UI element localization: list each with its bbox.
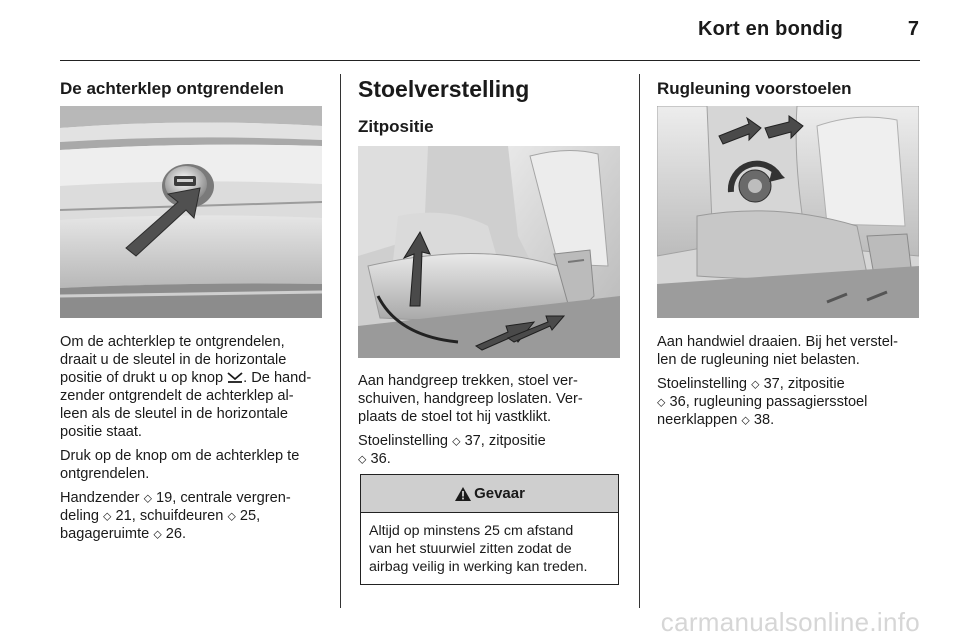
text-span: 36. — [366, 451, 391, 467]
text-span: deling — [60, 508, 104, 524]
warning-text — [361, 513, 618, 576]
text-line: Altijd op minstens 25 cm afstand — [369, 523, 574, 539]
text-span: Handzender — [60, 490, 144, 506]
tailgate-instructions — [60, 333, 328, 543]
subheading-seat-position: Zitpositie — [358, 117, 434, 136]
text-line — [657, 375, 925, 393]
page-title: Kort en bondig — [698, 18, 843, 40]
column-divider-2 — [639, 74, 640, 608]
text-span: 25, — [235, 508, 261, 524]
section-heading-tailgate: De achterklep ontgrendelen — [60, 79, 284, 98]
text-line: leen als de sleutel in de horizontale — [60, 406, 288, 422]
column-divider-1 — [340, 74, 341, 608]
text-line: len de rugleuning niet belasten. — [657, 352, 860, 368]
text-span: 37, zitpositie — [460, 433, 546, 449]
text-line: positie staat. — [60, 424, 142, 440]
tailgate-lock-photo — [60, 106, 322, 318]
text-span: 19, centrale vergren- — [151, 490, 291, 506]
page-reference-arrow-icon[interactable]: ⬦ — [657, 395, 666, 409]
page-reference-arrow-icon[interactable]: ⬦ — [741, 413, 750, 427]
text-span: neerklappen — [657, 412, 742, 428]
text-span: Stoelinstelling — [358, 433, 453, 449]
page-reference-arrow-icon[interactable]: ⬦ — [143, 491, 152, 505]
section-heading-backrest: Rugleuning voorstoelen — [657, 79, 852, 98]
page-reference-arrow-icon[interactable]: ⬦ — [751, 377, 760, 391]
page-number: 7 — [907, 18, 919, 40]
text-line — [60, 525, 328, 543]
page-reference-arrow-icon[interactable]: ⬦ — [153, 527, 162, 541]
text-line — [60, 507, 328, 525]
text-line — [657, 411, 925, 429]
text-span: positie of drukt u op knop — [60, 370, 228, 386]
text-span: Stoelinstelling — [657, 376, 752, 392]
text-line — [358, 432, 620, 450]
text-line: plaats de stoel tot hij vastklikt. — [358, 409, 552, 425]
text-line: van het stuurwiel zitten zodat de — [369, 541, 572, 557]
warning-triangle-icon — [454, 486, 472, 502]
text-line: zender ontgrendelt de achterklep al- — [60, 388, 294, 404]
text-span: 37, zitpositie — [759, 376, 845, 392]
warning-title: Gevaar — [474, 485, 525, 502]
text-line: Druk op de knop om de achterklep te — [60, 448, 300, 464]
text-line: ontgrendelen. — [60, 466, 150, 482]
seat-position-instructions — [358, 372, 620, 468]
text-line — [358, 450, 620, 468]
text-line: Aan handgreep trekken, stoel ver- — [358, 373, 578, 389]
text-line: schuiven, handgreep loslaten. Ver- — [358, 391, 583, 407]
text-line — [60, 369, 328, 387]
page-reference-arrow-icon[interactable]: ⬦ — [452, 434, 461, 448]
warning-header — [361, 475, 618, 513]
section-heading-seat-adjustment: Stoelverstelling — [358, 76, 530, 102]
text-line: airbag veilig in werking kan treden. — [369, 559, 588, 575]
page-reference-arrow-icon[interactable]: ⬦ — [103, 509, 112, 523]
seat-position-photo — [358, 146, 620, 358]
text-span: 38. — [749, 412, 775, 428]
page-reference-arrow-icon[interactable]: ⬦ — [358, 452, 367, 466]
tailgate-button-icon — [227, 370, 243, 382]
text-line: draait u de sleutel in de horizontale — [60, 352, 287, 368]
text-span: bagageruimte — [60, 526, 154, 542]
text-span: 36, rugleuning passagiersstoel — [665, 394, 868, 410]
text-line — [657, 393, 925, 411]
header-divider — [60, 60, 920, 61]
backrest-instructions — [657, 333, 925, 429]
text-line: Om de achterklep te ontgrendelen, — [60, 334, 285, 350]
text-line: Aan handwiel draaien. Bij het verstel- — [657, 334, 898, 350]
watermark: carmanualsonline.info — [660, 607, 920, 637]
text-line — [60, 489, 328, 507]
text-span: 26. — [161, 526, 187, 542]
danger-warning-box — [360, 474, 619, 585]
text-span: 21, schuifdeuren — [111, 508, 228, 524]
backrest-adjustment-photo — [657, 106, 919, 318]
text-span: . De hand- — [243, 370, 312, 386]
page-reference-arrow-icon[interactable]: ⬦ — [227, 509, 236, 523]
